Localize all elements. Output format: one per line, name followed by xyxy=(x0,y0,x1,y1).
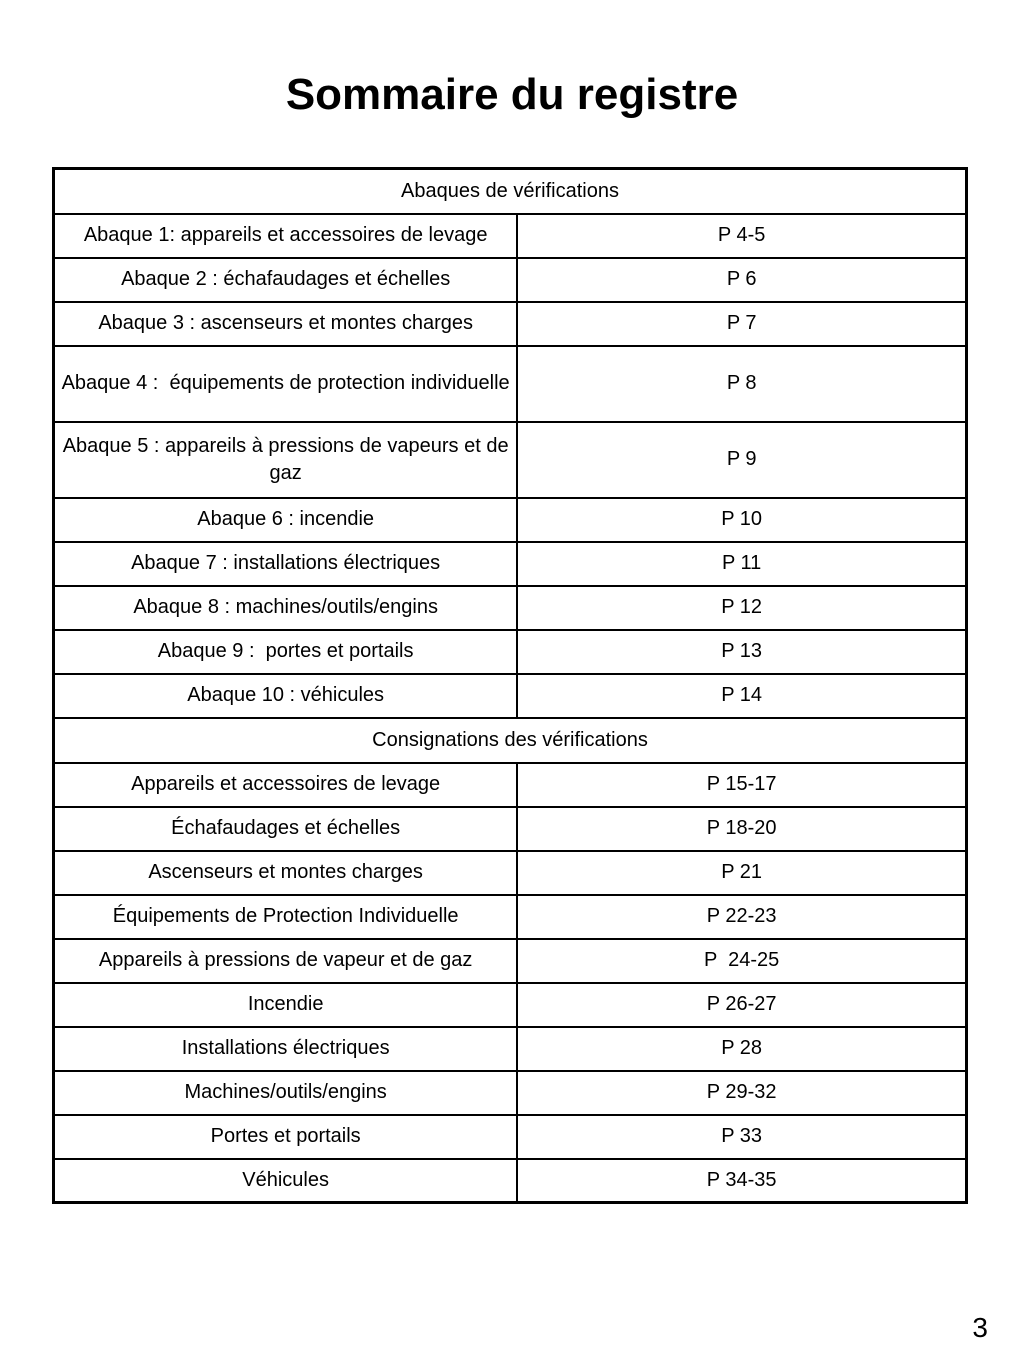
row-label: Véhicules xyxy=(54,1159,518,1203)
table-row xyxy=(54,1027,967,1071)
row-label: Portes et portails xyxy=(54,1115,518,1159)
section-header: Consignations des vérifications xyxy=(54,718,967,763)
row-label: Abaque 7 : installations électriques xyxy=(54,542,518,586)
row-label: Abaque 2 : échafaudages et échelles xyxy=(54,258,518,302)
row-label: Installations électriques xyxy=(54,1027,518,1071)
row-page: P 10 xyxy=(517,498,966,542)
row-label: Abaque 9 : portes et portails xyxy=(54,630,518,674)
row-label: Appareils et accessoires de levage xyxy=(54,763,518,807)
table-row xyxy=(54,630,967,674)
row-page: P 21 xyxy=(517,851,966,895)
table-row xyxy=(54,586,967,630)
row-page: P 33 xyxy=(517,1115,966,1159)
table-row xyxy=(54,1115,967,1159)
row-label: Machines/outils/engins xyxy=(54,1071,518,1115)
row-page: P 11 xyxy=(517,542,966,586)
table-row xyxy=(54,895,967,939)
row-page: P 6 xyxy=(517,258,966,302)
table-row xyxy=(54,542,967,586)
section-header: Abaques de vérifications xyxy=(54,169,967,214)
table-row xyxy=(54,258,967,302)
row-page: P 7 xyxy=(517,302,966,346)
row-label: Équipements de Protection Individuelle xyxy=(54,895,518,939)
row-label: Abaque 3 : ascenseurs et montes charges xyxy=(54,302,518,346)
row-label: Abaque 6 : incendie xyxy=(54,498,518,542)
table-row xyxy=(54,1071,967,1115)
row-page: P 9 xyxy=(517,422,966,498)
row-label: Abaque 10 : véhicules xyxy=(54,674,518,718)
row-label: Abaque 1: appareils et accessoires de levage xyxy=(54,214,518,258)
row-label: Abaque 5 : appareils à pressions de vapeurs et de gaz xyxy=(54,422,518,498)
table-row xyxy=(54,807,967,851)
table-row xyxy=(54,939,967,983)
row-page: P 15-17 xyxy=(517,763,966,807)
page-title: Sommaire du registre xyxy=(285,70,739,119)
table-row xyxy=(54,214,967,258)
row-label: Échafaudages et échelles xyxy=(54,807,518,851)
row-label: Abaque 8 : machines/outils/engins xyxy=(54,586,518,630)
row-label: Abaque 4 : équipements de protection individuelle xyxy=(54,346,518,422)
row-page: P 24-25 xyxy=(517,939,966,983)
row-page: P 22-23 xyxy=(517,895,966,939)
row-label: Incendie xyxy=(54,983,518,1027)
row-label: Appareils à pressions de vapeur et de gaz xyxy=(54,939,518,983)
page-number: 3 xyxy=(972,1312,988,1343)
section-header-row xyxy=(54,718,967,763)
row-page: P 28 xyxy=(517,1027,966,1071)
table-row xyxy=(54,346,967,422)
row-page: P 12 xyxy=(517,586,966,630)
row-page: P 18-20 xyxy=(517,807,966,851)
table-row xyxy=(54,674,967,718)
row-page: P 13 xyxy=(517,630,966,674)
summary-table xyxy=(52,167,968,1204)
table-row xyxy=(54,983,967,1027)
table-row xyxy=(54,851,967,895)
row-page: P 4-5 xyxy=(517,214,966,258)
table-row xyxy=(54,302,967,346)
table-row xyxy=(54,1159,967,1203)
row-page: P 29-32 xyxy=(517,1071,966,1115)
row-label: Ascenseurs et montes charges xyxy=(54,851,518,895)
table-row xyxy=(54,763,967,807)
row-page: P 26-27 xyxy=(517,983,966,1027)
table-row xyxy=(54,422,967,498)
row-page: P 34-35 xyxy=(517,1159,966,1203)
table-row xyxy=(54,498,967,542)
section-header-row xyxy=(54,169,967,214)
row-page: P 14 xyxy=(517,674,966,718)
row-page: P 8 xyxy=(517,346,966,422)
